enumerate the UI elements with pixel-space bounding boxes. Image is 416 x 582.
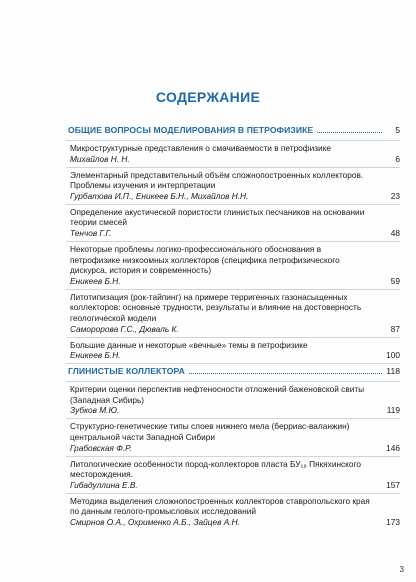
toc-entry[interactable] — [66, 418, 400, 455]
toc-entry[interactable] — [66, 337, 400, 364]
section-name: ГЛИНИСТЫЕ КОЛЛЕКТОРА — [68, 366, 188, 376]
entry-title: Элементарный представительный объём сложнопостроенных коллекторов. Проблемы изучения и интерпретации — [70, 169, 364, 191]
entry-title: Микроструктурные представления о смачиваемости в петрофизике — [70, 143, 332, 153]
entry-title: Критерии оценки перспектив нефтеносности отложений баженовской свиты (Западная Сибирь) — [70, 384, 365, 405]
entry-authors: Саморорова Г.С., Дюваль К. — [70, 323, 179, 334]
section-heading[interactable] — [66, 123, 400, 138]
toc-entry[interactable] — [66, 456, 400, 493]
toc-entry[interactable] — [66, 140, 400, 167]
entry-authors: Тенчов Г.Г. — [70, 227, 112, 238]
entry-title: Большие данные и некоторые «вечные» темы в петрофизике — [70, 339, 308, 350]
entry-page: 146 — [386, 442, 400, 453]
toc-entry[interactable] — [66, 241, 400, 289]
entry-page: 48 — [390, 227, 400, 238]
section-heading[interactable] — [66, 363, 400, 379]
entry-page: 6 — [395, 153, 400, 164]
toc-entry[interactable] — [66, 167, 400, 204]
entry-authors: Гурбатова И.П., Еникеев Б.Н., Михайлов Н.Н. — [70, 190, 249, 201]
entry-authors: Гибадуллина Е.В. — [70, 479, 138, 490]
entry-authors: Еникеев Б.Н. — [70, 275, 121, 286]
section-name: ОБЩИЕ ВОПРОСЫ МОДЕЛИРОВАНИЯ В ПЕТРОФИЗИКЕ — [68, 125, 316, 135]
entry-page: 173 — [386, 516, 400, 527]
section-page: 118 — [386, 366, 400, 377]
entry-page: 100 — [386, 350, 400, 361]
entry-title: Некоторые проблемы логико-профессионального обоснования в петрофизике низкоомных коллекторов (специфика петрофизического дискурса, история и современность) — [70, 243, 340, 276]
page-number: 3 — [399, 565, 404, 574]
entry-page: 23 — [390, 190, 400, 201]
entry-title: Литотипизация (рок-тайпинг) на примере терригенных газонасыщенных коллекторов: основные трудности, результаты и влияние на достоверность геологической модели — [70, 291, 362, 323]
entry-page: 87 — [390, 323, 400, 334]
contents-title: СОДЕРЖАНИЕ — [155, 89, 261, 105]
entry-title: Методика выделения сложнопостроенных коллекторов ставропольского края по данным геолого-промысловых исследований — [70, 495, 370, 517]
toc-entry[interactable] — [66, 493, 400, 530]
entry-title: Определение акустической пористости глинистых песчаников на основании теории смесей — [70, 206, 365, 228]
entry-title: Литологические особенности пород-коллекторов пласта БУ₁₈ Пякяхинского месторождения. — [70, 458, 361, 480]
entry-page: 157 — [386, 479, 400, 490]
toc-entry[interactable] — [66, 204, 400, 241]
toc-entry[interactable] — [66, 289, 400, 337]
entry-authors: Михайлов Н. Н. — [70, 153, 130, 164]
toc-entry[interactable] — [66, 381, 400, 418]
entry-title: Структурно-генетические типы слоев нижнего мела (берриас-валанжин) центральной части Западной Сибири — [70, 421, 350, 442]
entry-authors: Смирнов О.А., Охрименко А.Б., Зайцев А.Н. — [70, 516, 240, 527]
table-of-contents — [66, 123, 400, 530]
entry-page: 59 — [390, 275, 400, 286]
entry-authors: Зубков М.Ю. — [70, 405, 120, 416]
entry-authors: Еникеев Б.Н. — [70, 350, 121, 361]
section-page: 5 — [395, 125, 400, 135]
entry-page: 119 — [386, 405, 400, 416]
entry-authors: Грабовская Ф.Р. — [70, 442, 132, 453]
